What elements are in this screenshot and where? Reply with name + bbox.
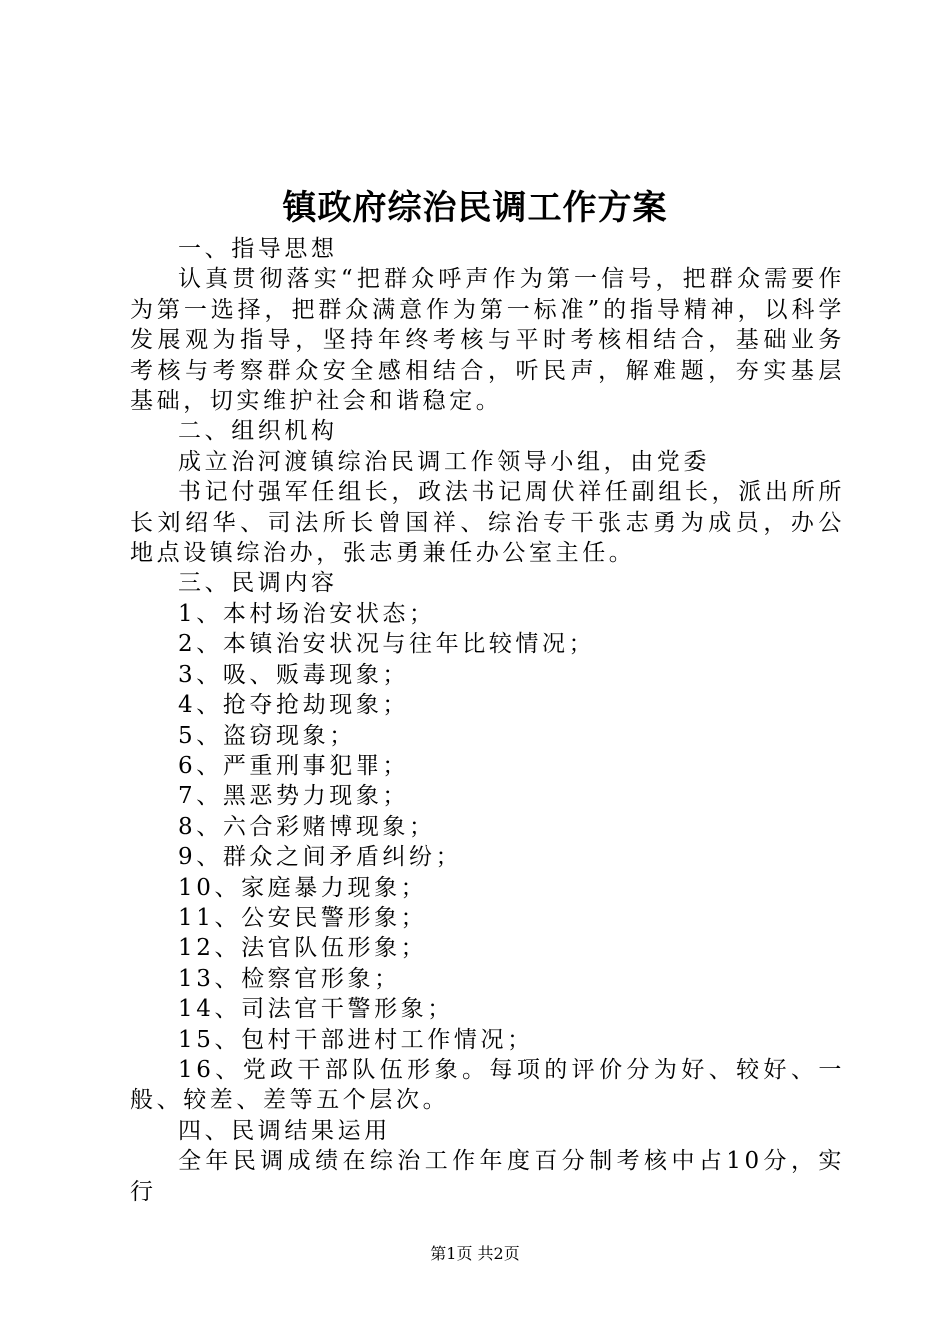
list-item: 7、黑恶势力现象；: [178, 783, 410, 810]
paragraph-organization-2: 书记付强军任组长，政法书记周伏祥任副组长，派出所所长刘绍华、司法所长曾国祥、综治专干张志勇为成员，办公地点设镇综治办，张志勇兼任办公室主任。: [130, 479, 845, 567]
list-item: 11、公安民警形象；: [178, 904, 428, 931]
list-item: 4、抢夺抢劫现象；: [178, 692, 410, 719]
list-item: 16、党政干部队伍形象。每项的评价分为好、较好、一般、较差、差等五个层次。: [130, 1056, 845, 1114]
list-item: 9、群众之间矛盾纠纷；: [178, 844, 463, 871]
paragraph-organization-1: 成立治河渡镇综治民调工作领导小组，由党委: [178, 448, 710, 475]
list-item: 2、本镇治安状况与往年比较情况；: [178, 631, 596, 658]
list-item: 8、六合彩赌博现象；: [178, 813, 436, 840]
section-heading-guiding-thought: 一、指导思想: [178, 236, 338, 262]
list-item: 6、严重刑事犯罪；: [178, 752, 410, 779]
list-item: 12、法官队伍形象；: [178, 935, 428, 962]
list-item: 15、包村干部进村工作情况；: [178, 1026, 534, 1053]
list-item: 5、盗窃现象；: [178, 722, 356, 749]
section-heading-organization: 二、组织机构: [178, 418, 338, 445]
list-item: 1、本村场治安状态；: [178, 600, 436, 627]
list-item: 3、吸、贩毒现象；: [178, 661, 410, 688]
list-item: 10、家庭暴力现象；: [178, 874, 428, 901]
list-item: 14、司法官干警形象；: [178, 996, 454, 1023]
section-heading-results-use: 四、民调结果运用: [178, 1117, 391, 1144]
section-heading-survey-content: 三、民调内容: [178, 570, 338, 597]
list-item: 13、检察官形象；: [178, 965, 401, 992]
paragraph-guiding-thought: 认真贯彻落实“把群众呼声作为第一信号，把群众需要作为第一选择，把群众满意作为第一标准”的指导精神，以科学发展观为指导，坚持年终考核与平时考核相结合，基础业务考核与考察群众安全感相结合，听民声，解难题，夯实基层基础，切实维护社会和谐稳定。: [130, 266, 845, 415]
page-number-footer: 第1页 共2页: [430, 1244, 520, 1263]
document-body: [130, 234, 845, 1207]
document-title: 镇政府综治民调工作方案: [282, 188, 668, 228]
paragraph-results-use: 全年民调成绩在综治工作年度百分制考核中占10分，实行: [130, 1148, 845, 1205]
